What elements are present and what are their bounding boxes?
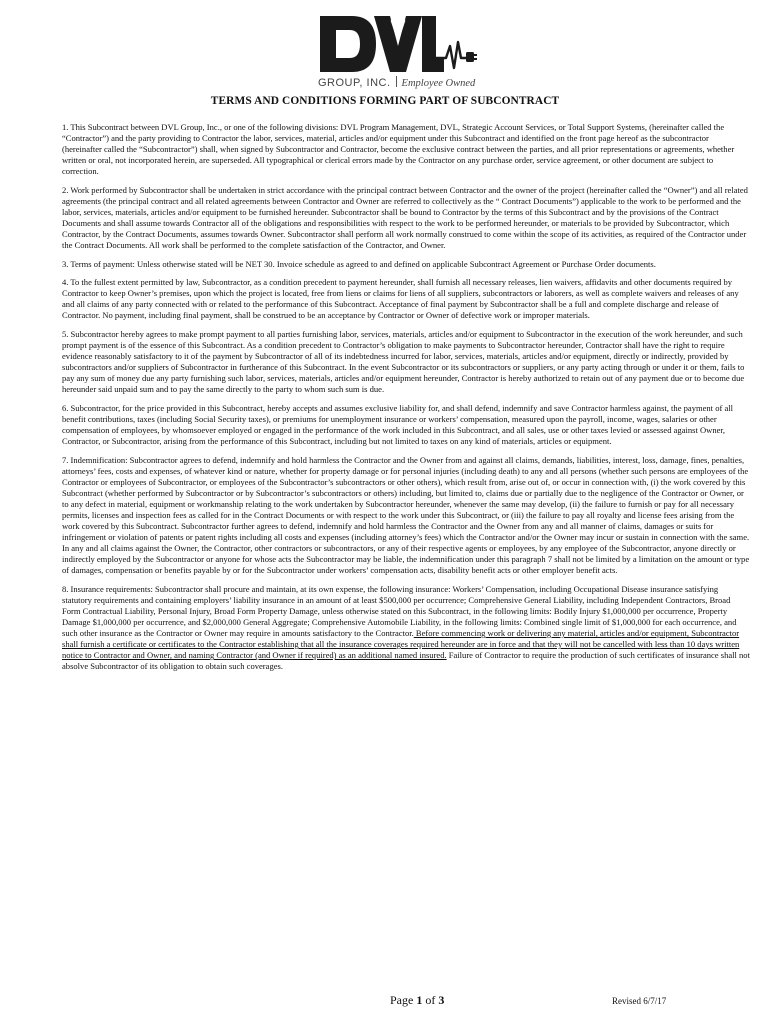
clause-8 [62, 584, 750, 672]
page-of: of [422, 993, 439, 1007]
logo-employee-owned: Employee Owned [401, 78, 476, 89]
clause-5: 5. Subcontractor hereby agrees to make prompt payment to all parties furnishing labor, services, materials, articles and/or equipment to Subcontractor in the execution of the work hereunder, and such prompt payment is of the essence of this Subcontract. As a condition precedent to Contractor’s obligation to make payments to Subcontractor hereunder, Contractor shall have the right to require evidence reasonably satisfactory to it of the payment by Subcontractor of all of its indebtedness incurred for labor, services, materials, articles and/or equipment, directly or indirectly, provided by subcontractors and/or suppliers of Subcontractor in furtherance of this Subcontract. In the event Subcontractor or its subcontractors or suppliers, or any party acting through or under it or them, fails to pay any sum of money due any party furnishing such labor, services, materials, articles and/or equipment hereunder, Contractor is hereby authorized to retain out of any payment due or to become due hereunder said unpaid sum and to pay the same directly to the party to whom such sum is due. [62, 329, 745, 395]
revision-date: Revised 6/7/17 [612, 996, 667, 1006]
page-prefix: Page [390, 993, 417, 1007]
terms-body [62, 122, 750, 680]
clause-1: 1. This Subcontract between DVL Group, Inc., or one of the following divisions: DVL Program Management, DVL, Strategic Account Services, or Total Support Systems, (hereinafter called the “Contractor”) and the party providing to Contractor the labor, services, material, articles and/or equipment under this Subcontract and identified on the front page hereof as the subcontractor (hereinafter called the “Subcontractor”) shall, when signed by Subcontractor and Contractor, become the exclusive contract between the parties, and all prior representations or agreements, whether written or oral, not incorporated herein, are superseded. All typographical or clerical errors made by the Contractor on any purchase order, service agreement, or other document are subject to correction. [62, 122, 735, 177]
page-total: 3 [438, 993, 445, 1007]
logo-group-text: GROUP, INC. [318, 77, 391, 89]
clause-2: 2. Work performed by Subcontractor shall be undertaken in strict accordance with the principal contract between Contractor and the owner of the project (hereinafter called the “Owner”) and all related agreements (the principal contract and all related agreements between Contractor and Owner are referred to collectively as the “ Contract Documents”) applicable to the work to be performed and the labor, services, materials, articles and/or equipment to be furnished hereunder. Subcontractor shall be bound to Contractor by the terms of this Subcontract and by the provisions of the Contract Documents and shall assume towards Contractor all of the obligations and responsibilities with respect to the work to be performed hereunder, or materials to be provided by Subcontractor, which Contractor, by the Contract Documents, assumes towards Owner. Subcontractor shall perform all work normally construed to come within the scope of its activities, as required of the Contractor under the Contract Documents. All work shall be performed to the complete satisfaction of the Contractor, and Owner. [62, 184, 748, 251]
clause-4: 4. To the fullest extent permitted by law, Subcontractor, as a condition precedent to payment hereunder, shall furnish all necessary releases, lien waivers, affidavits and other documents required by Contractor to keep Owner’s premises, upon which the project is located, free from liens or claims for liens of all suppliers, subcontractors or laborers, as well as complete waivers and releases of any and all claims of any party connected with or related to the performance of this Subcontract. Acceptance of final payment by Subcontractor shall be a full and complete discharge and release of Contractor. No payment, including final payment, shall be construed to be an acceptance by Contractor or Owner of defective work or improper materials. [62, 277, 739, 321]
page-number [390, 993, 444, 1008]
dvl-logo-mark [318, 12, 478, 78]
clause-8-text: 8. Insurance requirements: Subcontractor shall procure and maintain, at its own expense, the following insurance: Workers’ Compensation, including Occupational Disease insurance satisfying statutory requirements and containing employers’ liability insurance in an amount of at least $500,000 per occurrence; Comprehensive General Liability, including Independent Contractors, Broad Form Contractual Liability, Personal Injury, Broad Form Property Damage, unless otherwise stated on this Subcontract, in the following limits: Bodily Injury $1,000,000 per occurrence, Property Damage $1,000,000 per occurrence, and $2,000,000 General Aggregate; Comprehensive Automobile Liability, in the following limits: Combined single limit of $1,000,000 for each occurrence, and such other insurance as the Contractor or Owner may require in amounts satisfactory to the Contractor. [62, 583, 737, 639]
clause-8-end-text: Failure of Contractor to require the production of such certificates of insurance shall not absolve Subcontractor of its obligation to obtain such coverages. [62, 650, 750, 672]
clause-8-underlined-text: Before commencing work or delivering any material, articles and/or equipment, Subcontractor shall furnish a certificate or certificates to the Contractor establishing that all the insurance coverages required hereunder are in force and that they will not be cancelled with less than 10 days written notice to Contractor and Owner, and naming Contractor (and Owner if required) as an additional named insured. [62, 628, 740, 661]
page-current: 1 [416, 993, 423, 1007]
clause-6: 6. Subcontractor, for the price provided in this Subcontract, hereby accepts and assumes exclusive liability for, and shall defend, indemnify and save Contractor harmless against, the payment of all benefit contributions, taxes (including Social Security taxes), or premiums for unemployment insurance or workers’ compensation, measured upon the payroll, income, wages, salaries or other compensation of employees, by whomsoever employed or engaged in the performance of the work included in this Subcontract, and all sales, use or other taxes levied or assessed against Owner, Contractor, or Subcontractor, arising from the performance of this Subcontract, including but not limited to taxes on any kind of materials, articles or equipment. [62, 403, 733, 447]
clause-3: 3. Terms of payment: Unless otherwise stated will be NET 30. Invoice schedule as agreed to and defined on applicable Subcontract Agreement or Purchase Order documents. [62, 258, 656, 269]
document-title: TERMS AND CONDITIONS FORMING PART OF SUBCONTRACT [210, 95, 560, 107]
clause-7: 7. Indemnification: Subcontractor agrees to defend, indemnify and hold harmless the Contractor and the Owner from and against all claims, demands, liabilities, interest, loss, damage, fines, penalties, attorneys’ fees, costs and expenses, of whatever kind or nature, whether for property damage or for personal injuries (including death) to any and all persons (whether such persons are employees of the Contractor or employees of Subcontractor, or employees of the Subcontractor’s subcontractors or other others), which result from, arise out of, or occur in connection with, (i) the work covered by this Subcontract (whether performed by Subcontractor or by Subcontractor’s subcontractors or others) including, but limited to, claims due or partially due to the negligence of the Contractor or Owner, or to any defect in material, equipment or workmanship relating to the work undertaken by Subcontractor hereunder, whenever the same may develop, (ii) the failure to furnish or pay for all necessary permits, licenses and inspection fees as called for in the Contract Documents or with respect to the work under this Subcontract, or (iii) the failure to pay all royalty and license fees arising from the work covered by this Subcontract. Subcontractor further agrees to defend, indemnify and hold harmless the Contractor and the Owner from any and all manner of claims, damages or suits for infringement or violation of patents or patent rights including all costs and expenses (including attorney’s fees) which the Contractor and/or the Owner may incur or sustain in connection with the same. In any and all claims against the Owner, the Contractor, other contractors or subcontractors, or any of their respective agents or employees, by any employee of the Subcontractor, anyone directly or indirectly employed by the Subcontractor or anyone for whose acts the Subcontractor may be liable, the indemnification under this paragraph 7 shall not be limited by a limitation on the amount or type of damages, compensation or benefits payable by or for the Subcontractor under workers’ compensation acts, disability benefit acts or other employer benefit acts. [62, 454, 750, 576]
logo-subtitle [318, 76, 478, 89]
logo-divider [396, 76, 397, 87]
